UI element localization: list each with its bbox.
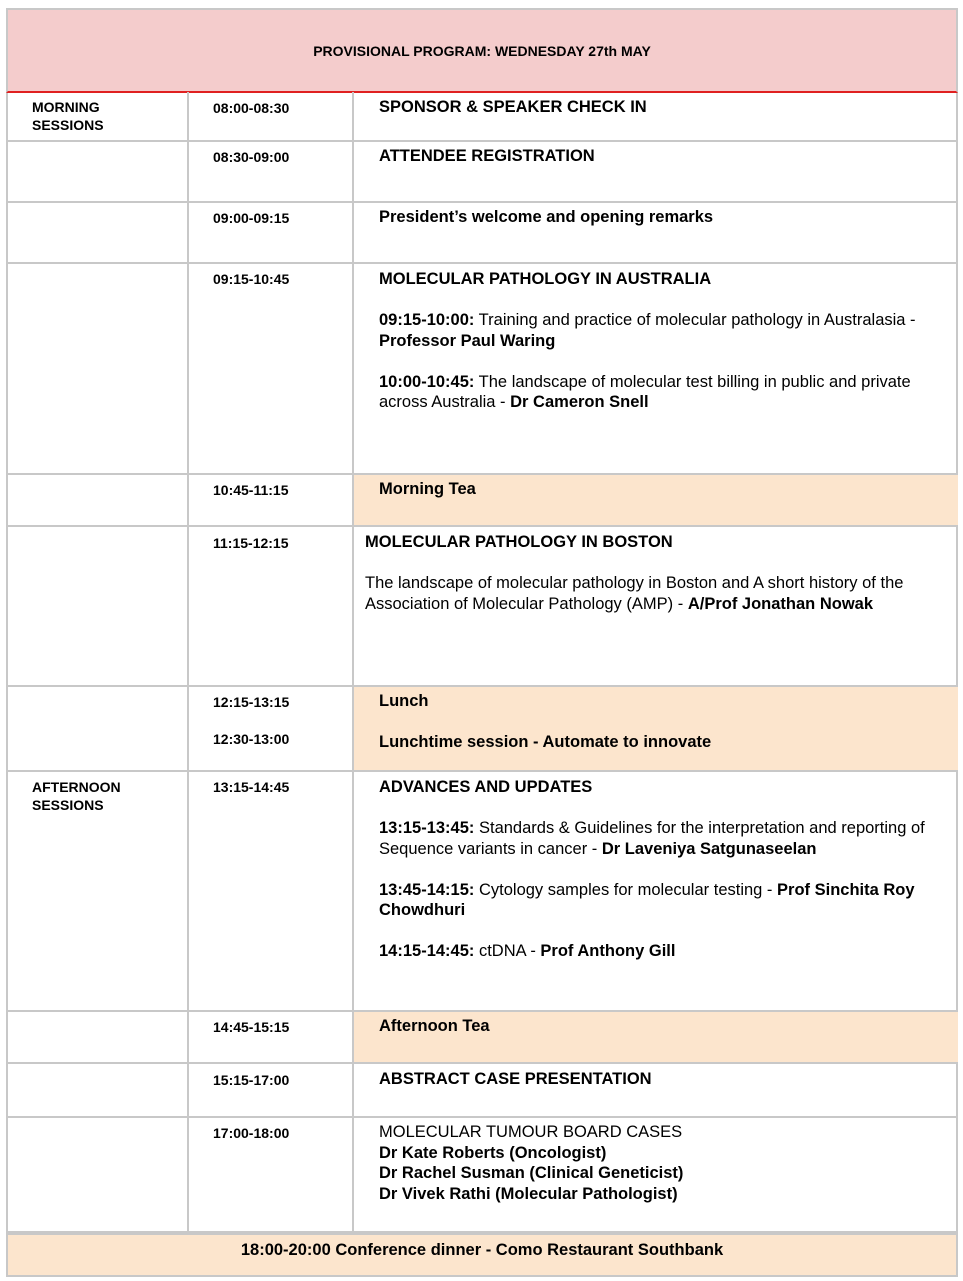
session-title: ABSTRACT CASE PRESENTATION: [379, 1070, 652, 1088]
talk-time: 09:15-10:00:: [379, 311, 475, 329]
talk-text: The landscape of molecular pathology in Boston and A short history of the Association of Molecular Pathology (AMP) -: [365, 574, 904, 613]
column-divider: [352, 92, 354, 1233]
afternoon-sessions-label: AFTERNOON SESSIONS: [32, 779, 121, 813]
talk-time: 14:15-14:45:: [379, 942, 475, 960]
talk-time: 13:45-14:15:: [379, 880, 475, 899]
session-content: [379, 1122, 939, 1204]
session-title: MOLECULAR PATHOLOGY IN BOSTON: [365, 533, 673, 551]
session-title: MOLECULAR PATHOLOGY IN AUSTRALIA: [379, 270, 712, 288]
session-content: [379, 146, 939, 167]
session-content: [379, 691, 939, 753]
talk-text: Training and practice of molecular pathology in Australasia -: [474, 311, 916, 329]
session-content: [379, 1069, 939, 1090]
session-title: ATTENDEE REGISTRATION: [379, 147, 595, 165]
talk-speaker: Professor Paul Waring: [379, 331, 556, 350]
row-time: 09:15-10:45: [213, 271, 290, 287]
talk: [365, 573, 940, 614]
talk-text: Cytology samples for molecular testing -: [474, 880, 778, 899]
row-time: 13:15-14:45: [213, 779, 290, 795]
morning-sessions-label: MORNING SESSIONS: [32, 99, 104, 133]
talk-time: 13:15-13:45:: [379, 819, 475, 837]
session-title: Morning Tea: [379, 480, 476, 498]
session-title: SPONSOR & SPEAKER CHECK IN: [379, 98, 647, 116]
row-time: 08:30-09:00: [213, 149, 290, 165]
talk-speaker: Dr Laveniya Satgunaseelan: [601, 839, 817, 858]
talk-text: The landscape of molecular test billing in public and private across Australia -: [379, 372, 911, 411]
talk: [379, 880, 939, 921]
talk-text: ctDNA -: [474, 942, 541, 960]
session-content: [379, 1016, 939, 1037]
row-time: 14:45-15:15: [213, 1019, 290, 1035]
session-content: [379, 97, 939, 118]
talk-speaker: A/Prof Jonathan Nowak: [687, 594, 874, 613]
conference-dinner: 18:00-20:00 Conference dinner - Como Restaurant Southbank: [6, 1233, 958, 1277]
session-content: [379, 479, 939, 500]
row-time: 12:15-13:15: [213, 694, 290, 710]
session-content: [365, 532, 940, 614]
session-content: [379, 207, 939, 228]
talk: [379, 372, 939, 413]
speaker-line: Dr Rachel Susman (Clinical Geneticist): [379, 1164, 684, 1182]
session-title: Lunchtime session - Automate to innovate: [379, 733, 712, 751]
talk: [379, 941, 939, 962]
row-time: 11:15-12:15: [213, 535, 289, 551]
row-time: 17:00-18:00: [213, 1125, 290, 1141]
session-title: Lunch: [379, 692, 429, 710]
session-title: MOLECULAR TUMOUR BOARD CASES: [379, 1123, 683, 1141]
session-title: ADVANCES AND UPDATES: [379, 778, 593, 796]
row-time: 08:00-08:30: [213, 100, 290, 116]
session-content: [379, 777, 939, 962]
speaker-line: Dr Vivek Rathi (Molecular Pathologist): [379, 1184, 678, 1203]
session-title: President’s welcome and opening remarks: [379, 208, 714, 226]
column-divider: [187, 92, 189, 1233]
row-time: 15:15-17:00: [213, 1072, 290, 1088]
talk: [379, 818, 939, 859]
row-time: 10:45-11:15: [213, 482, 289, 498]
talk-time: 10:00-10:45:: [379, 372, 475, 391]
session-content: [379, 269, 939, 413]
row-time: 09:00-09:15: [213, 210, 290, 226]
talk-speaker: Dr Cameron Snell: [510, 393, 649, 411]
talk: [379, 310, 939, 351]
speaker-line: Dr Kate Roberts (Oncologist): [379, 1143, 607, 1162]
talk-speaker: Prof Anthony Gill: [540, 942, 676, 960]
session-title: Afternoon Tea: [379, 1017, 490, 1035]
program-title: PROVISIONAL PROGRAM: WEDNESDAY 27th MAY: [6, 8, 958, 93]
talk-speaker: Prof Sinchita Roy Chowdhuri: [379, 880, 915, 919]
row-time: 12:30-13:00: [213, 731, 290, 747]
talk-text: Standards & Guidelines for the interpretation and reporting of Sequence variants in cancer -: [379, 819, 925, 858]
